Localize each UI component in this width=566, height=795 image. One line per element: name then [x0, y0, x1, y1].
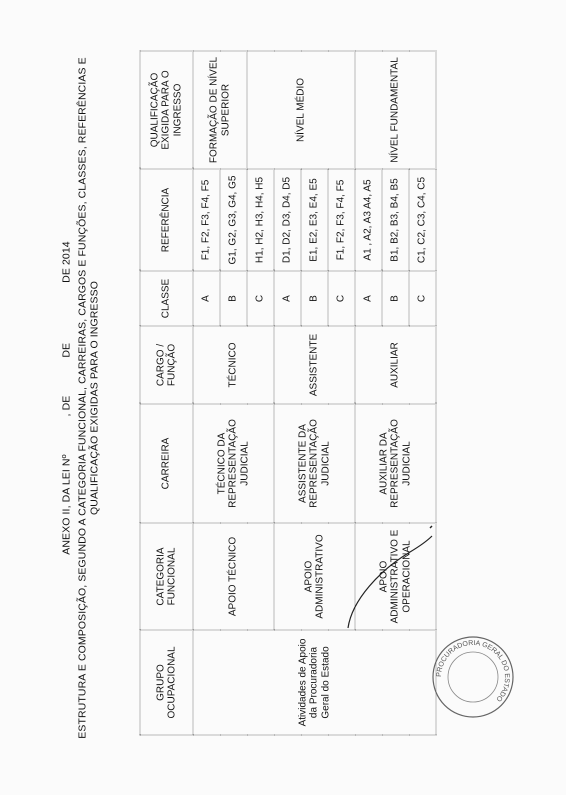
seal-outer-ring	[433, 637, 513, 717]
categoria-cell: APOIO ADMINISTRATIVO	[274, 523, 355, 630]
signature-mark	[430, 526, 432, 528]
classe-cell: A	[355, 271, 382, 326]
annex-law-label: ANEXO II, DA LEI Nº	[60, 453, 72, 555]
cargo-cell: ASSISTENTE	[274, 326, 355, 404]
header-carreira: CARREIRA	[140, 404, 193, 523]
classe-cell: B	[301, 271, 328, 326]
categoria-cell: APOIO ADMINISTRATIVO E OPERACIONAL	[355, 523, 436, 630]
classe-cell: A	[193, 271, 220, 326]
header-grupo: GRUPO OCUPACIONAL	[140, 630, 193, 735]
referencia-cell: D1, D2, D3, D4, D5	[274, 169, 301, 271]
header-referencia: REFERÊNCIA	[140, 169, 193, 271]
header-cargo: CARGO / FUNÇÃO	[140, 326, 193, 404]
classe-cell: C	[328, 271, 355, 326]
grupo-cell: Atividades de Apoio da Procuradoria Geral do Estado	[193, 630, 436, 735]
referencia-cell: H1, H2, H3, H4, H5	[247, 169, 274, 271]
referencia-cell: C1, C2, C3, C4, C5	[409, 169, 436, 271]
categoria-cell: APOIO TÉCNICO	[193, 523, 274, 630]
referencia-cell: A1 , A2, A3 A4, A5	[355, 169, 382, 271]
qualificacao-cell: NÍVEL MÉDIO	[247, 51, 355, 169]
referencia-cell: G1, G2, G3, G4, G5	[220, 169, 247, 271]
procuradoria-seal	[428, 632, 518, 722]
classe-cell: B	[382, 271, 409, 326]
annex-year: DE 2014	[60, 240, 72, 283]
qualificacao-cell: FORMAÇÃO DE NÍVEL SUPERIOR	[193, 51, 247, 169]
seal-inner-ring	[448, 652, 498, 702]
classe-cell: C	[247, 271, 274, 326]
header-classe: CLASSE	[140, 271, 193, 326]
annex-de-label: DE	[60, 342, 72, 358]
classe-cell: B	[220, 271, 247, 326]
referencia-cell: B1, B2, B3, B4, B5	[382, 169, 409, 271]
referencia-cell: E1, E2, E3, E4, E5	[301, 169, 328, 271]
carreira-cell: ASSISTENTE DA REPRESENTAÇÃO JUDICIAL	[274, 404, 355, 523]
seal-text: PROCURADORIA GERAL DO ESTADO	[435, 639, 511, 703]
classe-cell: C	[409, 271, 436, 326]
annex-subtitle-line1: ESTRUTURA E COMPOSIÇÃO, SEGUNDO A CATEGORIA FUNCIONAL, CARREIRAS, CARGOS E FUNÇÕES, CLASSES, REFERÊNCIAS E	[76, 56, 88, 739]
cargo-cell: TÉCNICO	[193, 326, 274, 404]
classe-cell: A	[274, 271, 301, 326]
annex-date-separator: , DE	[60, 395, 72, 416]
referencia-cell: F1, F2, F3, F4, F5	[193, 169, 220, 271]
cargo-cell: AUXILIAR	[355, 326, 436, 404]
carreira-cell: AUXILIAR DA REPRESENTAÇÃO JUDICIAL	[355, 404, 436, 523]
signature-stroke	[348, 536, 432, 628]
carreira-cell: TÉCNICO DA REPRESENTAÇÃO JUDICIAL	[193, 404, 274, 523]
header-categoria: CATEGORIA FUNCIONAL	[140, 523, 193, 630]
referencia-cell: F1, F2, F3, F4, F5	[328, 169, 355, 271]
header-qualificacao: QUALIFICAÇÃO EXIGIDA PARA O INGRESSO	[140, 51, 193, 169]
annex-subtitle-line2: QUALIFICAÇÃO EXIGIDAS PARA O INGRESSO	[88, 280, 100, 515]
qualificacao-cell: NÍVEL FUNDAMENTAL	[355, 51, 436, 169]
